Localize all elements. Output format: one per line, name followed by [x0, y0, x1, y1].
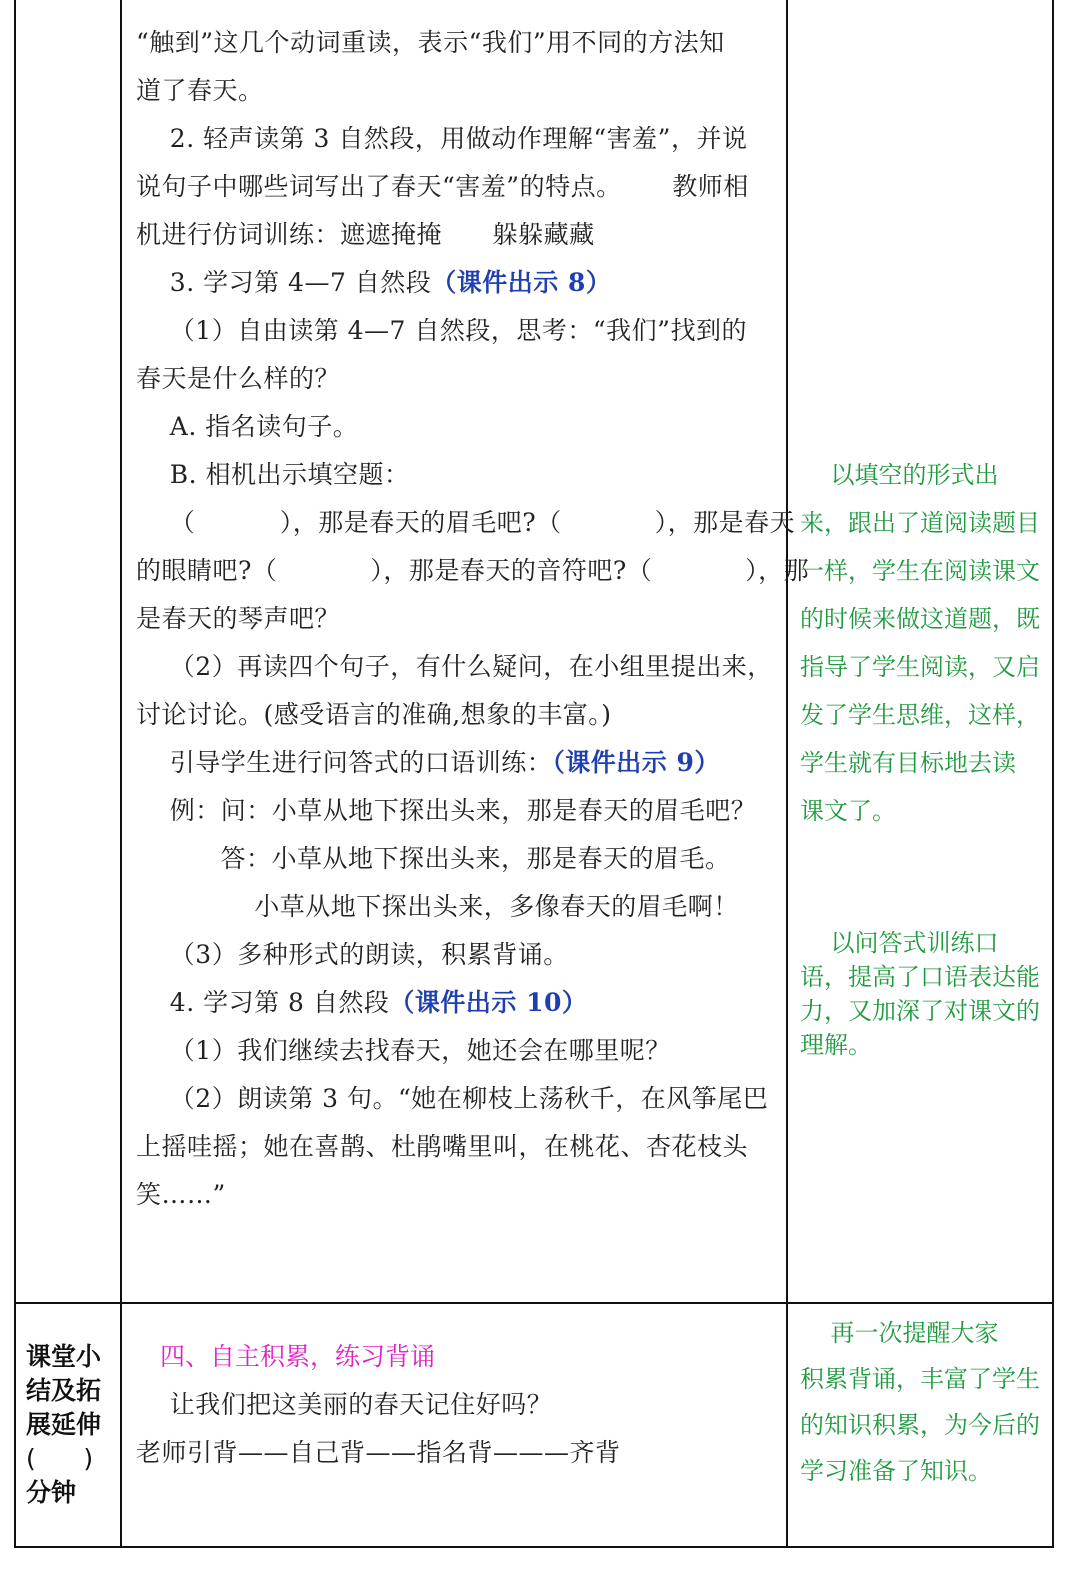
body-text: B. 相机出示填空题：: [136, 460, 410, 489]
table-right-border: [1052, 0, 1054, 1548]
body-text: 答：小草从地下探出头来，那是春天的眉毛。: [136, 844, 731, 873]
teaching-note-line: 一样，学生在阅读课文: [800, 557, 1040, 585]
body-text-line: [136, 988, 587, 1018]
section4-line: 让我们把这美丽的春天记住好吗？: [136, 1390, 553, 1419]
body-text: “触到”这几个动词重读，表示“我们”用不同的方法知: [136, 28, 725, 57]
teaching-note-line: 来，跟出了道阅读题目: [800, 509, 1040, 537]
body-text: （3）多种形式的朗读，积累背诵。: [136, 940, 569, 969]
body-text: 小草从地下探出头来，多像春天的眉毛啊！: [136, 892, 739, 921]
label-line: 展延伸: [26, 1410, 102, 1439]
label-line: ( ): [26, 1444, 94, 1473]
body-text: 道了春天。: [136, 76, 264, 105]
teaching-note-line: 再一次提醒大家: [800, 1319, 999, 1347]
body-text-line: [136, 1180, 226, 1210]
body-text-line: [136, 412, 358, 442]
body-text: （2）再读四个句子，有什么疑问，在小组里提出来，: [136, 652, 773, 681]
section4-title: 四、自主积累，练习背诵: [160, 1342, 436, 1371]
body-text-line: [136, 892, 739, 922]
body-text: （1）自由读第 4—7 自然段，思考：“我们”找到的: [136, 316, 747, 345]
body-text-line: [136, 508, 795, 538]
teaching-note-line: 的时候来做这道题，既: [800, 605, 1040, 633]
table-row-divider: [14, 1302, 1054, 1304]
table-left-border: [14, 0, 16, 1548]
teaching-note-line: 的知识积累，为今后的: [800, 1411, 1040, 1439]
body-text-line: [136, 748, 720, 778]
body-text: （1）我们继续去找春天，她还会在哪里呢？: [136, 1036, 671, 1065]
body-text: 2. 轻声读第 3 自然段，用做动作理解“害羞”，并说: [136, 124, 748, 153]
body-text-line: [136, 364, 340, 394]
body-text: A. 指名读句子。: [136, 412, 359, 441]
table-col-divider-2: [786, 0, 788, 1548]
teaching-note-line: 以填空的形式出: [800, 461, 999, 489]
body-text-line: [136, 268, 611, 298]
body-text: 春天是什么样的？: [136, 364, 341, 393]
body-text-line: [136, 220, 595, 250]
label-line: 课堂小: [26, 1342, 102, 1371]
body-text-line: [136, 1084, 768, 1114]
teaching-note-line: 学生就有目标地去读: [800, 749, 1016, 777]
body-text-line: [136, 460, 410, 490]
body-text-line: [136, 124, 747, 154]
teaching-note-line: 以问答式训练口: [800, 929, 999, 957]
body-text: 引导学生进行问答式的口语训练：: [136, 748, 553, 777]
table-bottom-border: [14, 1546, 1054, 1548]
courseware-reference: （课件出示 10）: [389, 988, 588, 1017]
teaching-note-line: 理解。: [800, 1031, 872, 1059]
body-text: 是春天的琴声吧？: [136, 604, 341, 633]
body-text: （2）朗读第 3 句。“她在柳枝上荡秋千，在风筝尾巴: [136, 1084, 769, 1113]
label-line: 结及拓: [26, 1376, 102, 1405]
body-text-line: [136, 556, 809, 586]
teaching-note-line: 发了学生思维，这样，: [800, 701, 1040, 729]
body-text-line: [136, 316, 747, 346]
body-text: 上摇哇摇；她在喜鹊、杜鹃嘴里叫，在桃花、杏花枝头: [136, 1132, 749, 1161]
body-text-line: [136, 844, 730, 874]
body-text: 讨论讨论。(感受语言的准确,想象的丰富。): [136, 700, 612, 729]
body-text-line: [136, 1132, 748, 1162]
section4-line: 老师引背——自己背——指名背———齐背: [136, 1438, 621, 1467]
body-text-line: [136, 172, 749, 202]
teaching-note-line: 课文了。: [800, 797, 896, 825]
label-line: 分钟: [26, 1478, 77, 1507]
body-text: 4. 学习第 8 自然段: [136, 988, 390, 1017]
courseware-reference: （课件出示 8）: [431, 268, 612, 297]
teaching-note-line: 指导了学生阅读，又启: [800, 653, 1040, 681]
body-text-line: [136, 604, 340, 634]
body-text-line: [136, 28, 725, 58]
body-text: 机进行仿词训练：遮遮掩掩 躲躲藏藏: [136, 220, 595, 249]
body-text-line: [136, 76, 264, 106]
teaching-note-line: 语，提高了口语表达能: [800, 963, 1040, 991]
body-text: （ ），那是春天的眉毛吧?（ ），那是春天: [136, 508, 796, 537]
teaching-note-line: 力，又加深了对课文的: [800, 997, 1040, 1025]
body-text-line: [136, 796, 756, 826]
body-text-line: [136, 940, 569, 970]
body-text-line: [136, 1036, 671, 1066]
body-text-line: [136, 652, 773, 682]
body-text: 例：问：小草从地下探出头来，那是春天的眉毛吧？: [136, 796, 757, 825]
teaching-note-line: 积累背诵，丰富了学生: [800, 1365, 1040, 1393]
body-text: 笑……”: [136, 1180, 226, 1209]
body-text-line: [136, 700, 611, 730]
teaching-note-line: 学习准备了知识。: [800, 1457, 992, 1485]
body-text: 3. 学习第 4—7 自然段: [136, 268, 432, 297]
courseware-reference: （课件出示 9）: [552, 748, 720, 777]
table-col-divider-1: [120, 0, 122, 1548]
body-text: 的眼睛吧?（ ），那是春天的音符吧?（ ），那: [136, 556, 810, 585]
body-text: 说句子中哪些词写出了春天“害羞”的特点。 教师相: [136, 172, 749, 201]
